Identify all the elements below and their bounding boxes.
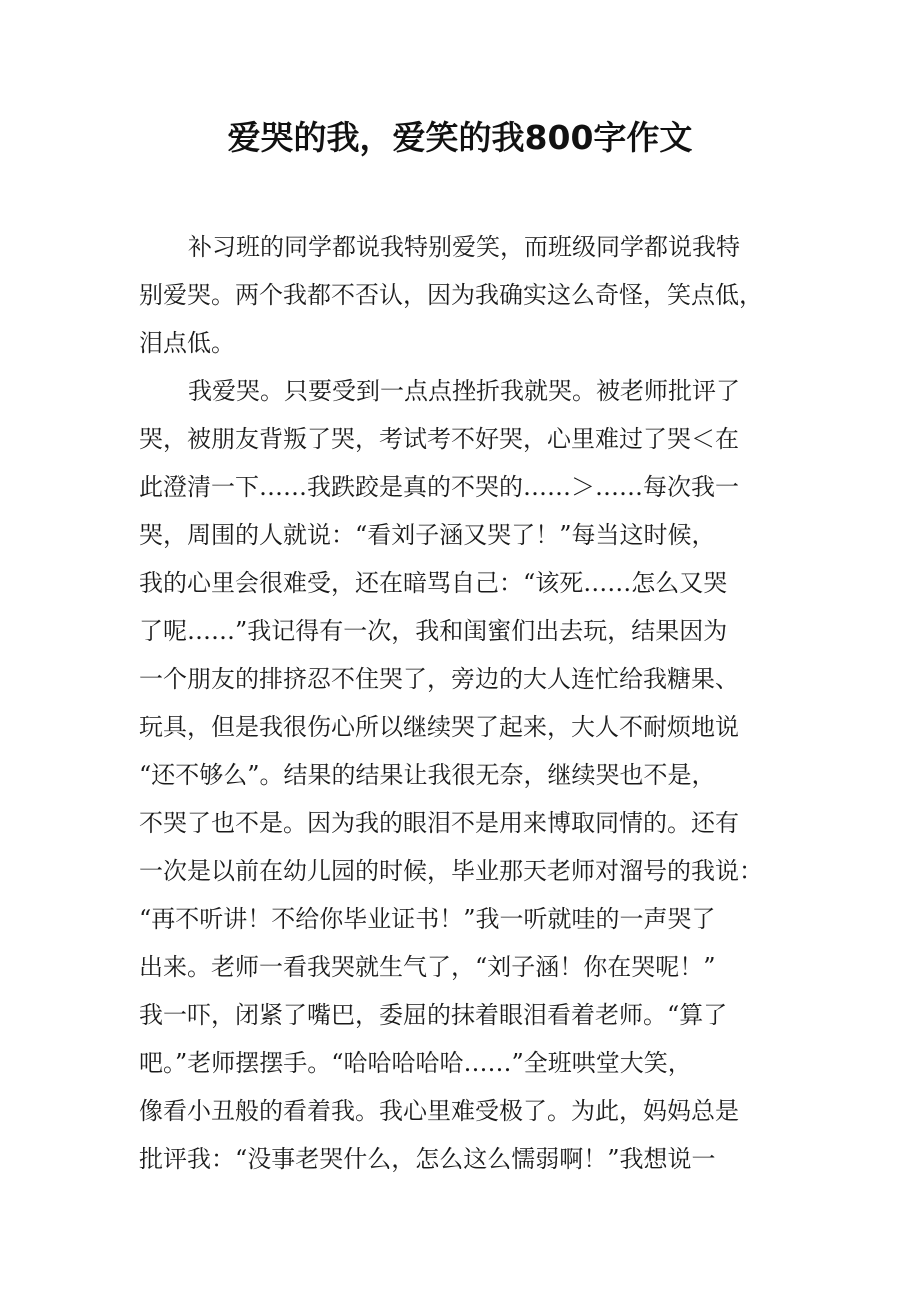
text-line: “还不够么”。结果的结果让我很无奈，继续哭也不是，	[139, 761, 716, 789]
text-line: 我的心里会很难受，还在暗骂自己：“该死……怎么又哭	[139, 569, 728, 597]
text-line: 我爱哭。只要受到一点点挫折我就哭。被老师批评了	[188, 377, 740, 405]
text-line: 泪点低。	[139, 329, 235, 357]
document-title: 爱哭的我，爱笑的我800字作文	[227, 118, 693, 157]
text-line: “再不听讲！不给你毕业证书！”我一听就哇的一声哭了	[139, 905, 716, 933]
text-line: 批评我：“没事老哭什么，怎么这么懦弱啊！”我想说一	[139, 1145, 716, 1173]
text-line: 一次是以前在幼儿园的时候，毕业那天老师对溜号的我说：	[139, 857, 763, 885]
text-line: 一个朋友的排挤忍不住哭了，旁边的大人连忙给我糖果、	[139, 665, 739, 693]
text-line: 哭，被朋友背叛了哭，考试考不好哭，心里难过了哭＜在	[139, 425, 739, 453]
text-line: 像看小丑般的看着我。我心里难受极了。为此，妈妈总是	[139, 1097, 739, 1125]
text-line: 别爱哭。两个我都不否认，因为我确实这么奇怪，笑点低，	[139, 281, 763, 309]
text-line: 出来。老师一看我哭就生气了，“刘子涵！你在哭呢！”	[139, 953, 716, 981]
text-line: 哭，周围的人就说：“看刘子涵又哭了！”每当这时候，	[139, 521, 716, 549]
text-line: 玩具，但是我很伤心所以继续哭了起来，大人不耐烦地说	[139, 713, 739, 741]
text-line: 不哭了也不是。因为我的眼泪不是用来博取同情的。还有	[139, 809, 739, 837]
text-line: 此澄清一下……我跌跤是真的不哭的……＞……每次我一	[139, 473, 739, 501]
text-line: 了呢……”我记得有一次，我和闺蜜们出去玩，结果因为	[139, 617, 728, 645]
text-line: 补习班的同学都说我特别爱笑，而班级同学都说我特	[188, 233, 740, 261]
text-line: 我一吓，闭紧了嘴巴，委屈的抹着眼泪看着老师。“算了	[139, 1001, 728, 1029]
text-line: 吧。”老师摆摆手。“哈哈哈哈哈……”全班哄堂大笑，	[139, 1049, 692, 1077]
